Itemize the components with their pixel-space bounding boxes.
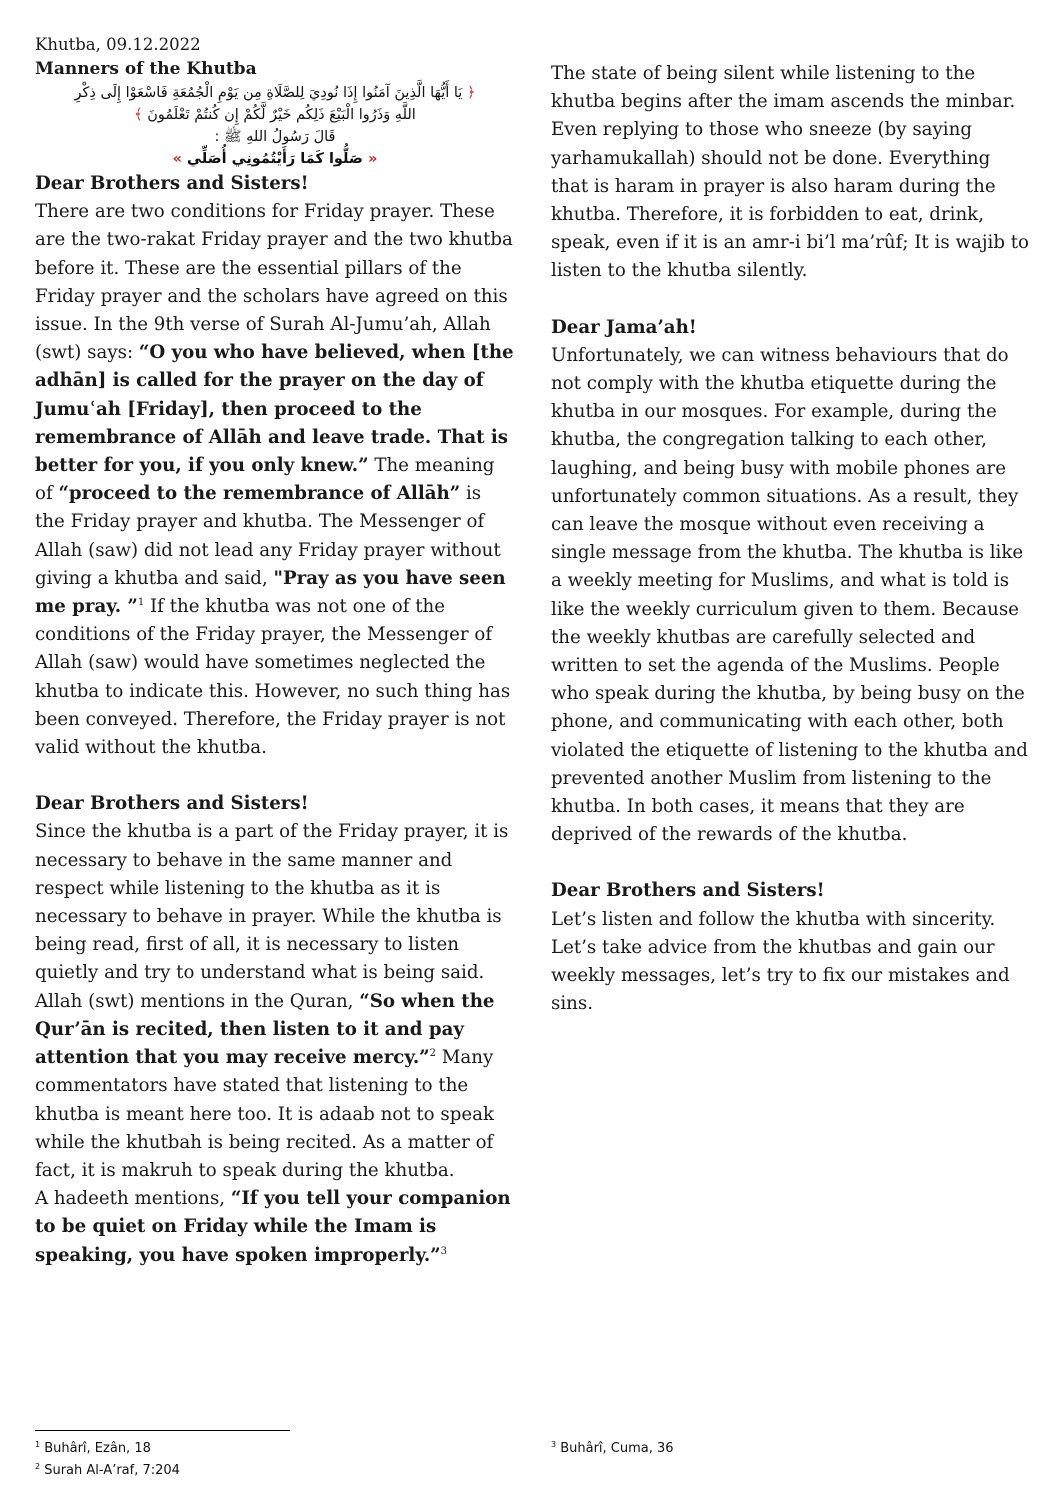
footnote-ref-1[interactable]: 1 bbox=[137, 597, 145, 609]
arabic-text-1: يَا أَيُّهَا الَّذِينَ آمَنُوا إِذَا نُودِيَ لِلصَّلَاةِ مِن يَوْمِ الْجُمُعَةِ فَاسْعَوْا إِلَى ذِكْرِ bbox=[74, 85, 463, 101]
arabic-text-4: صَلُّوا كَمَا رَأَيْتُمُونِي أُصَلِّي bbox=[187, 151, 363, 167]
body-text: The meaning of bbox=[35, 455, 495, 505]
body-text: Since the khutba is a part of the Friday prayer, it is necessary to behave in the same manner and respect while listening to the khutba as it is necessary to behave in prayer. While the khutba is being read, first of all, it is necessary to listen quietly and try to understand what is being said. Allah (swt) mentions in the Quran, bbox=[35, 821, 509, 1012]
footnote-ref-3[interactable]: 3 bbox=[440, 1245, 447, 1257]
section-2-body bbox=[35, 818, 515, 1185]
khutba-date: Khutba, 09.12.2022 bbox=[35, 35, 201, 54]
footnote-number: 3 bbox=[551, 1440, 557, 1449]
footnote-text: Buhârî, Ezân, 18 bbox=[40, 1441, 151, 1456]
arabic-hadith-intro: قَالَ رَسُولُ اللهِ ﷺ : bbox=[214, 129, 336, 145]
footnote-2 bbox=[35, 1460, 180, 1482]
body-text: is the Friday prayer and khutba. The Messenger of Allah (saw) did not lead any Friday prayer without giving a khutba and said, bbox=[35, 483, 501, 589]
arabic-hadith bbox=[35, 148, 515, 170]
section-5 bbox=[551, 877, 1031, 1018]
section-5-heading: Dear Brothers and Sisters! bbox=[551, 880, 825, 902]
section-4-body: Unfortunately, we can witness behaviours that do not comply with the khutba etiquette during the khutba in our mosques. For example, during the khutba, the congregation talking to each other, laughing, and being busy with mobile phones are unfortunately common situations. As a result, they can leave the mosque without even receiving a single message from the khutba. The khutba is like a weekly meeting for Muslims, and what is told is like the weekly curriculum given to them. Because the weekly khutbas are carefully selected and written to set the agenda of the Muslims. People who speak during the khutba, by being busy on the phone, and communicating with each other, both violated the etiquette of listening to the khutba and prevented another Muslim from listening to the khutba. In both cases, it means that they are deprived of the rewards of the khutba. bbox=[551, 344, 1028, 846]
footnote-number: 2 bbox=[35, 1462, 41, 1471]
hadith-quote: “If you tell your companion to be quiet on Friday while the Imam is speaking, you have spoken improperly.” bbox=[35, 1188, 511, 1266]
section-3-body: The state of being silent while listening to the khutba begins after the imam ascends the minbar. Even replying to those who sneeze (by saying yarhamukallah) should not be done. Everything that is haram in prayer is also haram during the khutba. Therefore, it is forbidden to eat, drink, speak, even if it is an amr-i bi’l ma’rûf; It is wajib to listen to the khutba silently. bbox=[551, 63, 1030, 282]
right-column bbox=[551, 60, 1031, 1019]
section-4-heading: Dear Jama’ah! bbox=[551, 316, 697, 338]
hadith-quote-open: « bbox=[368, 151, 378, 167]
quran-quote: “So when the Qur’ān is recited, then listen to it and pay attention that you may receive mercy.” bbox=[35, 990, 495, 1069]
section-1-body bbox=[35, 198, 515, 762]
footnote-divider bbox=[35, 1430, 290, 1431]
footnote-3 bbox=[551, 1438, 674, 1460]
verse-bracket-open: ﴿ bbox=[466, 85, 476, 101]
body-text: If the khutba was not one of the conditions of the Friday prayer, the Messenger of Allah (saw) would have sometimes neglected the khutba to indicate this. However, no such thing has been conveyed. Therefore, the Friday prayer is not valid without the khutba. bbox=[35, 596, 511, 759]
hadith-quote-close: » bbox=[172, 151, 182, 167]
section-2-heading: Dear Brothers and Sisters! bbox=[35, 793, 309, 815]
section-2 bbox=[35, 790, 515, 1269]
footnote-number: 1 bbox=[35, 1440, 41, 1449]
arabic-text-2: اللَّهِ وَذَرُوا الْبَيْعَ ذَلِكُم خَيْرٌ لَّكُمْ إِن كُنتُمْ تَعْلَمُونَ bbox=[147, 107, 416, 123]
verse-bracket-close: ﴾ bbox=[134, 107, 143, 123]
hadith-quote: "Pray as you have seen me pray. ” bbox=[35, 567, 506, 618]
body-text: A hadeeth mentions, bbox=[35, 1188, 231, 1210]
section-1 bbox=[35, 170, 515, 762]
footnote-text: Surah Al-A’raf, 7:204 bbox=[40, 1463, 180, 1478]
arabic-verse bbox=[35, 82, 515, 170]
quote-phrase: “proceed to the remembrance of Allāh” bbox=[58, 483, 461, 505]
body-text: Many commentators have stated that listening to the khutba is meant here too. It is adaab not to speak while the khutbah is being recited. As a matter of fact, it is makruh to speak during the khutba. bbox=[35, 1047, 494, 1181]
footnote-1 bbox=[35, 1438, 151, 1460]
arabic-verse-line-2 bbox=[35, 104, 515, 126]
footnote-ref-2[interactable]: 2 bbox=[429, 1048, 437, 1060]
arabic-verse-line-1 bbox=[35, 82, 515, 104]
left-column bbox=[35, 32, 515, 1270]
section-3 bbox=[551, 60, 1031, 286]
quran-quote: “O you who have believed, when [the adhān] is called for the prayer on the day of Jumuʿah [Friday], then proceed to the remembrance of Allāh and leave trade. That is better for you, if you only knew.” bbox=[35, 342, 514, 477]
section-2-hadith bbox=[35, 1185, 515, 1270]
section-4 bbox=[551, 314, 1031, 850]
section-1-heading: Dear Brothers and Sisters! bbox=[35, 173, 309, 194]
body-text: There are two conditions for Friday prayer. These are the two-rakat Friday prayer and the two khutba before it. These are the essential pillars of the Friday prayer and the scholars have agreed on this issue. In the 9th verse of Surah Al-Jumu’ah, Allah (swt) says: bbox=[35, 201, 513, 364]
section-5-body: Let’s listen and follow the khutba with sincerity. Let’s take advice from the khutbas and gain our weekly messages, let’s try to fix our mistakes and sins. bbox=[551, 908, 1010, 1015]
page-title: Manners of the Khutba bbox=[35, 59, 257, 79]
footnote-text: Buhârî, Cuma, 36 bbox=[556, 1441, 674, 1456]
